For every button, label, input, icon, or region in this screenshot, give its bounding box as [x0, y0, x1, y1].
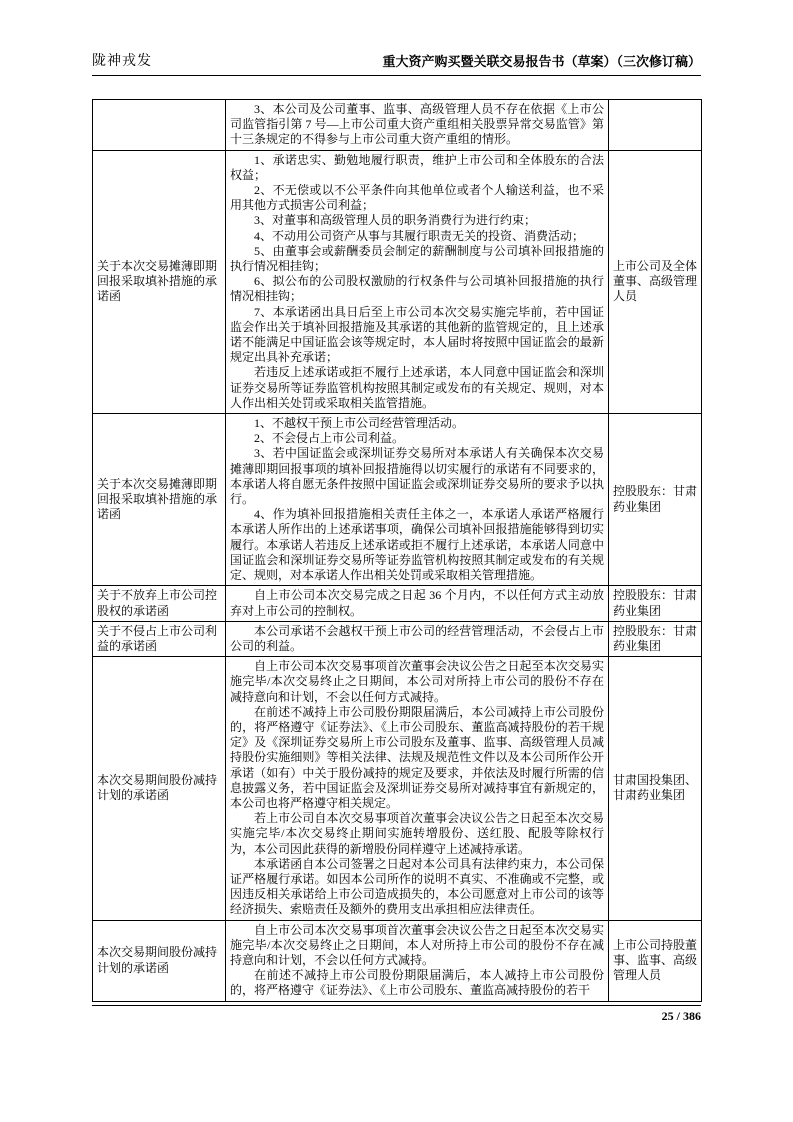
- clause-paragraph: 自上市公司本次交易完成之日起 36 个月内，不以任何方式主动放弃对上市公司的控制权。: [230, 588, 604, 618]
- party-cell: [609, 100, 702, 151]
- party-label: 上市公司及全体董事、高级管理人员: [613, 259, 698, 304]
- clauses-cell: [226, 586, 609, 621]
- commitments-table-body: [93, 100, 702, 1002]
- header-report-title: 重大资产购买暨关联交易报告书（草案）（三次修订稿）: [382, 54, 701, 69]
- table-row: [93, 414, 702, 586]
- clauses-cell: [226, 657, 609, 920]
- clauses-cell: [226, 150, 609, 413]
- party-cell: [609, 621, 702, 656]
- category-cell: [93, 414, 226, 586]
- table-row: [93, 100, 702, 151]
- clause-paragraph: 若违反上述承诺或拒不履行上述承诺，本人同意中国证监会和深圳证券交易所等证券监管机构按照其制定或发布的有关规定、规则，对本人作出相关处罚或采取相关监管措施。: [230, 365, 604, 410]
- clause-paragraph: 4、作为填补回报措施相关责任主体之一，本承诺人承诺严格履行本承诺人所作出的上述承诺事项，确保公司填补回报措施能够得到切实履行。本承诺人若违反上述承诺或拒不履行上述承诺，本承诺人同意中国证监会和深圳证券交易所等证券监管机构按照其制定或发布的有关规定、规则，对本承诺人作出相关处罚或采取相关管理措施。: [230, 507, 604, 583]
- category-cell: [93, 621, 226, 656]
- clause-paragraph: 自上市公司本次交易事项首次董事会决议公告之日起至本次交易实施完毕/本次交易终止之日期间，本人对所持上市公司的股份不存在减持意向和计划，不会以任何方式减持。: [230, 922, 604, 967]
- party-label: 甘肃国投集团、甘肃药业集团: [613, 773, 698, 803]
- category-label: 关于不侵占上市公司利益的承诺函: [97, 623, 218, 653]
- commitments-table: [92, 99, 702, 1002]
- clause-paragraph: 7、本承诺函出具日后至上市公司本次交易实施完毕前，若中国证监会作出关于填补回报措施及其承诺的其他新的监管规定的，且上述承诺不能满足中国证监会该等规定时，本人届时将按照中国证监会的最新规定出具补充承诺；: [230, 304, 604, 365]
- party-label: 控股股东：甘肃药业集团: [613, 588, 698, 618]
- table-row: [93, 621, 702, 656]
- category-cell: [93, 586, 226, 621]
- page-header: [92, 50, 701, 76]
- category-cell: [93, 150, 226, 413]
- clause-paragraph: 2、不无偿或以不公平条件向其他单位或者个人输送利益，也不采用其他方式损害公司利益；: [230, 183, 604, 213]
- page-number: 25 / 386: [661, 1008, 701, 1023]
- category-label: 关于本次交易摊薄即期回报采取填补措施的承诺函: [97, 476, 218, 522]
- clauses-cell: [226, 621, 609, 656]
- table-row: [93, 586, 702, 621]
- party-label: 上市公司持股董事、监事、高级管理人员: [613, 937, 698, 983]
- category-cell: [93, 657, 226, 920]
- category-cell: [93, 100, 226, 151]
- clause-paragraph: 本承诺函自本公司签署之日起对本公司具有法律约束力，本公司保证严格履行承诺。如因本公司所作的说明不真实、不准确或不完整，或因违反相关承诺给上市公司造成损失的，本公司愿意对上市公司的该等经济损失、索赔责任及额外的费用支出承担相应法律责任。: [230, 856, 604, 917]
- party-cell: [609, 150, 702, 413]
- category-cell: [93, 920, 226, 1001]
- clause-paragraph: 在前述不减持上市公司股份期限届满后，本公司减持上市公司股份的，将严格遵守《证券法》、《上市公司股东、董监高减持股份的若干规定》及《深圳证券交易所上市公司股东及董事、监事、高级管理人员减持股份实施细则》等相关法律、法规及规范性文件以及本公司所作公开承诺（如有）中关于股份减持的规定及要求，并依法及时履行所需的信息披露义务，若中国证监会及深圳证券交易所对减持事宜有新规定的，本公司也将严格遵守相关规定。: [230, 704, 604, 810]
- clause-paragraph: 1、不越权干预上市公司经营管理活动。: [254, 416, 465, 431]
- clause-paragraph: 5、由董事会或薪酬委员会制定的薪酬制度与公司填补回报措施的执行情况相挂钩；: [230, 243, 604, 274]
- table-row: [93, 657, 702, 920]
- clause-paragraph: 3、对董事和高级管理人员的职务消费行为进行约束；: [254, 213, 537, 228]
- category-label: 关于不放弃上市公司控股权的承诺函: [97, 588, 218, 618]
- category-label: 本次交易期间股份减持计划的承诺函: [97, 945, 218, 975]
- page-content: [92, 50, 701, 1024]
- clause-paragraph: 3、若中国证监会或深圳证券交易所对本承诺人有关确保本次交易摊薄即期回报事项的填补回报措施得以切实履行的承诺有不同要求的，本承诺人将自愿无条件按照中国证监会或深圳证券交易所的要求予以执行。: [230, 446, 604, 507]
- party-cell: [609, 586, 702, 621]
- page-footer: [92, 1005, 701, 1024]
- party-cell: [609, 920, 702, 1001]
- table-row: [93, 920, 702, 1001]
- party-label: 控股股东：甘肃药业集团: [613, 484, 698, 514]
- clause-paragraph: 3、本公司及公司董事、监事、高级管理人员不存在依据《上市公司监管指引第 7 号—上市公司重大资产重组相关股票异常交易监管》第十三条规定的不得参与上市公司重大资产重组的情形。: [230, 102, 604, 147]
- category-label: 关于本次交易摊薄即期回报采取填补措施的承诺函: [97, 259, 218, 304]
- table-row: [93, 150, 702, 413]
- clauses-cell: [226, 100, 609, 151]
- clause-paragraph: 若上市公司自本次交易事项首次董事会决议公告之日起至本次交易实施完毕/本次交易终止期间实施转增股份、送红股、配股等除权行为，本公司因此获得的新增股份同样遵守上述减持承诺。: [230, 811, 604, 856]
- category-label: 本次交易期间股份减持计划的承诺函: [97, 773, 218, 803]
- clause-paragraph: 6、拟公布的公司股权激励的行权条件与公司填补回报措施的执行情况相挂钩；: [230, 274, 604, 304]
- clauses-cell: [226, 920, 609, 1001]
- clause-paragraph: 1、承诺忠实、勤勉地履行职责，维护上市公司和全体股东的合法权益；: [230, 152, 604, 182]
- party-cell: [609, 657, 702, 920]
- party-label: 控股股东：甘肃药业集团: [613, 623, 698, 653]
- clause-paragraph: 在前述不减持上市公司股份期限届满后，本人减持上市公司股份的，将严格遵守《证券法》、《上市公司股东、董监高减持股份的若干: [230, 968, 604, 998]
- clauses-cell: [226, 414, 609, 586]
- party-cell: [609, 414, 702, 586]
- clause-paragraph: 4、不动用公司资产从事与其履行职责无关的投资、消费活动；: [254, 228, 585, 243]
- clause-paragraph: 自上市公司本次交易事项首次董事会决议公告之日起至本次交易实施完毕/本次交易终止之日期间，本公司对所持上市公司的股份不存在减持意向和计划，不会以任何方式减持。: [230, 659, 604, 704]
- clause-paragraph: 2、不会侵占上市公司利益。: [254, 431, 405, 446]
- header-company-name: 陇神戎发: [92, 54, 152, 69]
- clause-paragraph: 本公司承诺不会越权干预上市公司的经营管理活动，不会侵占上市公司的利益。: [230, 623, 604, 653]
